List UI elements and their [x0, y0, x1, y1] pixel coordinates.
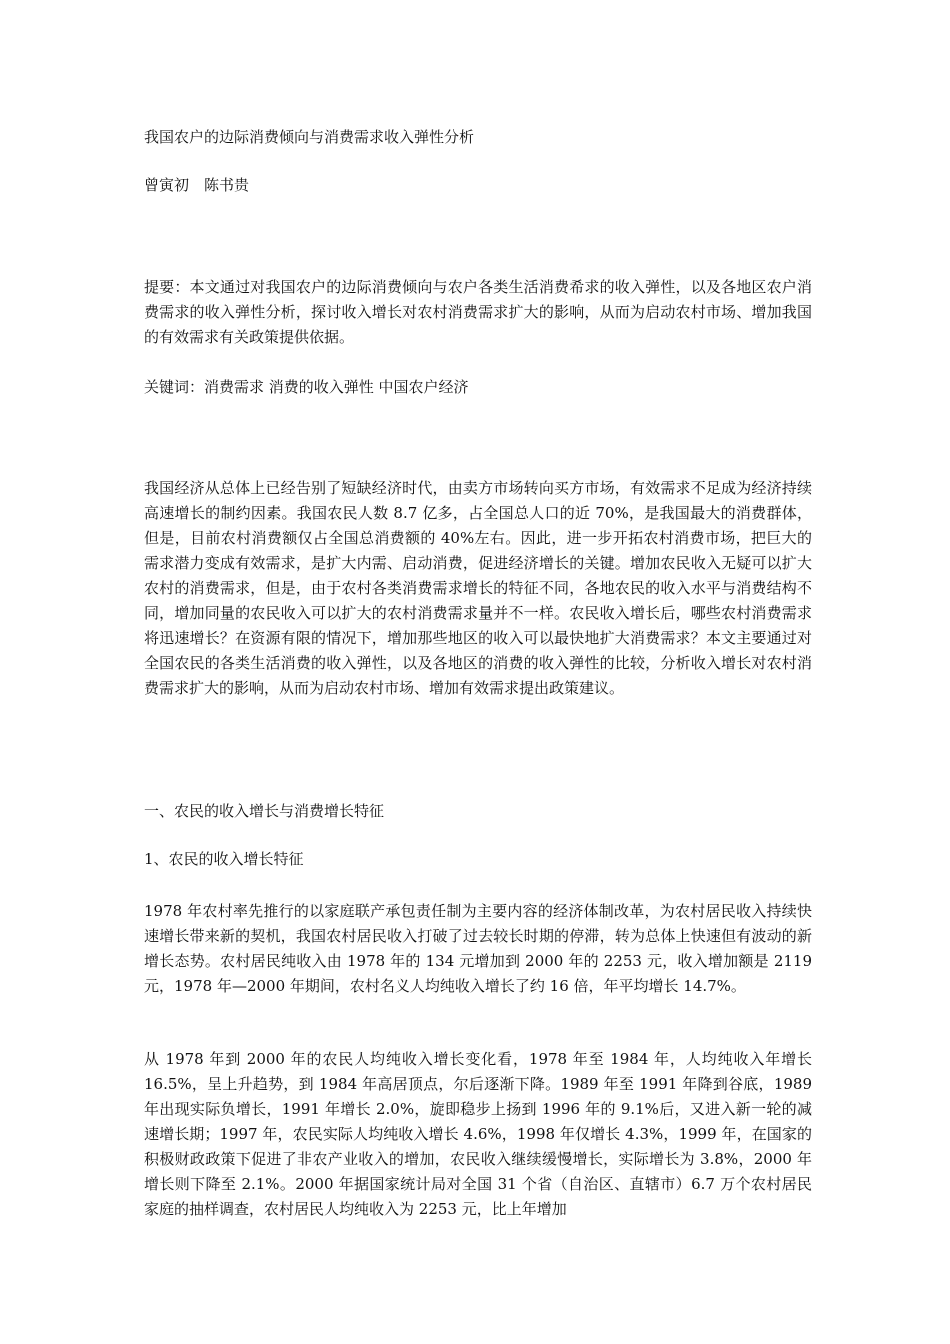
section-1-heading: 一、农民的收入增长与消费增长特征 — [144, 802, 385, 820]
article-authors: 曾寅初 陈书贵 — [144, 176, 250, 194]
intro-paragraph: 我国经济从总体上已经告别了短缺经济时代，由卖方市场转向买方市场，有效需求不足成为经济持续高速增长的制约因素。我国农民人数 8.7 亿多，占全国总人口的近 70%，是我国最大的消费群体，但是，目前农村消费额仅占全国总消费额的 40%左右。因此，进一步开拓农村消费市场，把巨大的需求潜力变成有效需求，是扩大内需、启动消费，促进经济增长的关键。增加农民收入无疑可以扩大农村的消费需求，但是，由于农村各类消费需求增长的特征不同，各地农民的收入水平与消费结构不同，增加同量的农民收入可以扩大的农村消费需求量并不一样。农民收入增长后，哪些农村消费需求将迅速增长？在资源有限的情况下，增加那些地区的收入可以最快地扩大消费需求？本文主要通过对全国农民的各类生活消费的收入弹性，以及各地区的消费的收入弹性的比较，分析收入增长对农村消费需求扩大的影响，从而为启动农村市场、增加有效需求提出政策建议。 — [144, 479, 812, 697]
abstract-paragraph: 提要：本文通过对我国农户的边际消费倾向与农户各类生活消费希求的收入弹性，以及各地区农户消费需求的收入弹性分析，探讨收入增长对农村消费需求扩大的影响，从而为启动农村市场、增加我国的有效需求有关政策提供依据。 — [144, 278, 812, 346]
body-paragraph-2: 从 1978 年到 2000 年的农民人均纯收入增长变化看，1978 年至 1984 年，人均纯收入年增长 16.5%，呈上升趋势，到 1984 年高居顶点，尔后逐渐下降。1989 年至 1991 年降到谷底，1989 年出现实际负增长，1991 年增长 2.0%，旋即稳步上扬到 1996 年的 9.1%后，又进入新一轮的减速增长期；1997 年，农民实际人均纯收入增长 4.6%，1998 年仅增长 4.3%，1999 年，在国家的积极财政政策下促进了非农产业收入的增加，农民收入继续缓慢增长，实际增长为 3.8%，2000 年增长则下降至 2.1%。2000 年据国家统计局对全国 31 个省（自治区、直辖市）6.7 万个农村居民家庭的抽样调查，农村居民人均纯收入为 2253 元，比上年增加 — [144, 1050, 812, 1218]
article-title: 我国农户的边际消费倾向与消费需求收入弹性分析 — [144, 128, 475, 146]
subsection-1-heading: 1、农民的收入增长特征 — [144, 850, 304, 868]
body-paragraph-1: 1978 年农村率先推行的以家庭联产承包责任制为主要内容的经济体制改革，为农村居民收入持续快速增长带来新的契机，我国农村居民收入打破了过去较长时期的停滞，转为总体上快速但有波动的新增长态势。农村居民纯收入由 1978 年的 134 元增加到 2000 年的 2253 元，收入增加额是 2119 元，1978 年—2000 年期间，农村名义人均纯收入增长了约 16 倍，年平均增长 14.7%。 — [144, 902, 812, 995]
keywords-line: 关键词：消费需求 消费的收入弹性 中国农户经济 — [144, 378, 469, 396]
